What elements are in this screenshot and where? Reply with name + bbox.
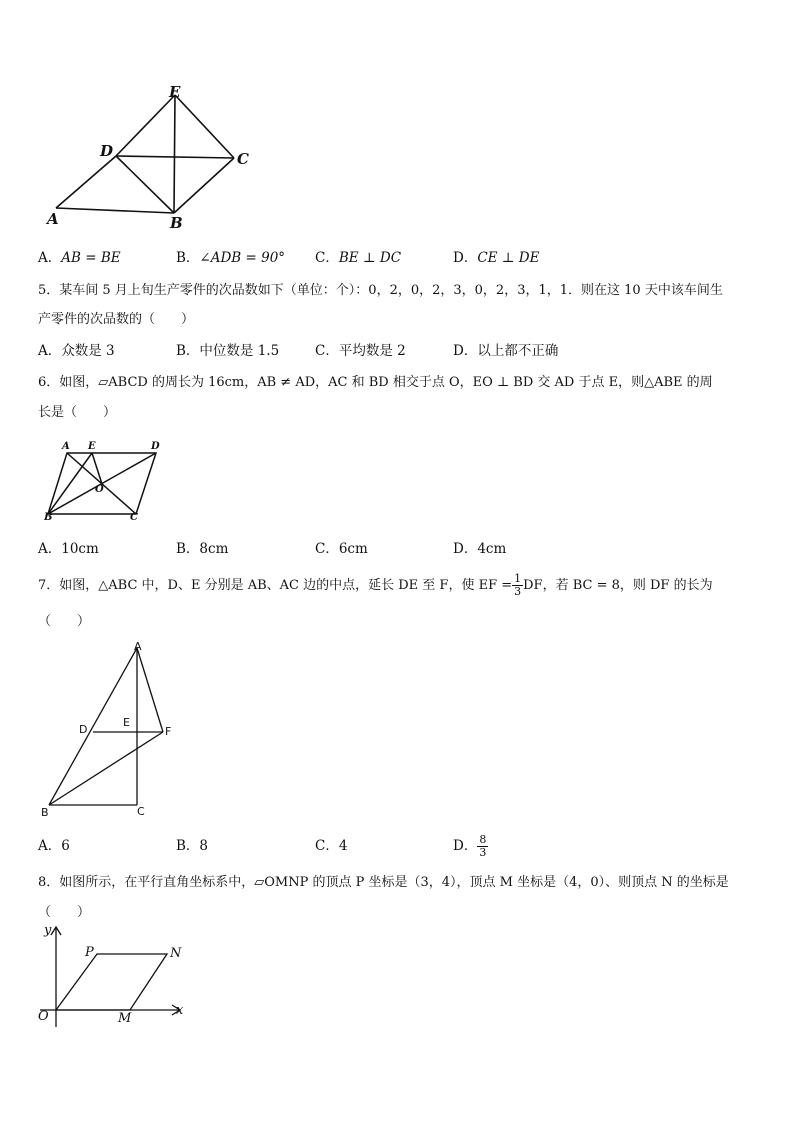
option-letter: B． (176, 541, 200, 557)
q7-option-a[interactable] (38, 837, 70, 855)
q8-stem-line2: （ ） (38, 905, 91, 920)
option-letter: C． (315, 250, 339, 266)
option-letter: B． (176, 250, 200, 266)
option-text: CE ⊥ DE (477, 250, 540, 266)
q4-option-d[interactable] (453, 249, 539, 267)
line-CB (174, 158, 234, 213)
option-text: 众数是 3 (61, 343, 115, 359)
label-D: D (100, 142, 114, 160)
line-EB (48, 453, 92, 514)
q5-option-c[interactable] (315, 342, 406, 360)
line-ED (116, 95, 175, 156)
label-B: B (41, 806, 49, 819)
fraction (512, 573, 523, 598)
label-D: D (79, 723, 88, 736)
line-DB (116, 156, 174, 213)
q7-option-d[interactable] (453, 830, 488, 862)
q7-stem-pre: 7．如图，△ABC 中，D、E 分别是 AB、AC 边的中点，延长 DE 至 F，使 EF = (38, 578, 513, 593)
parallelogram-OMNP (56, 954, 167, 1010)
option-text: 8cm (199, 541, 229, 557)
option-letter: D． (453, 250, 478, 266)
label-F: F (165, 725, 172, 738)
fraction-denominator: 3 (479, 846, 487, 859)
line-AF (137, 648, 163, 732)
line-EC (175, 95, 234, 158)
line-AB (56, 208, 174, 213)
q6-option-c[interactable] (315, 540, 368, 558)
q4-option-a[interactable] (38, 249, 121, 267)
label-O: O (38, 1009, 49, 1024)
fraction-denominator: 3 (514, 585, 522, 598)
label-E: E (169, 83, 181, 101)
option-letter: C． (315, 343, 339, 359)
fraction-numerator: 8 (479, 833, 487, 846)
line-FB (49, 732, 163, 805)
option-letter: C． (315, 541, 339, 557)
line-EB (174, 95, 175, 213)
label-E: E (123, 716, 130, 729)
q6-option-a[interactable] (38, 540, 99, 558)
option-letter: A． (38, 838, 62, 854)
option-text: 中位数是 1.5 (199, 343, 280, 359)
q5-stem-line1: 5．某车间 5 月上旬生产零件的次品数如下（单位：个）：0，2，0，2，3，0，2，3，1，1．则在这 10 天中该车间生 (38, 283, 723, 298)
option-text: 以上都不正确 (477, 343, 559, 359)
option-letter: B． (176, 838, 200, 854)
q4-figure (40, 80, 260, 240)
option-text: AB = BE (61, 250, 121, 266)
option-text: ∠ADB = 90° (199, 250, 286, 266)
q7-option-c[interactable] (315, 837, 347, 855)
fraction (477, 834, 488, 859)
q5-option-d[interactable] (453, 342, 558, 360)
q4-option-b[interactable] (176, 249, 285, 267)
q8-figure (35, 922, 195, 1032)
option-text: 4 (338, 838, 348, 854)
q7-stem-line2: （ ） (38, 614, 91, 629)
label-B: B (170, 214, 183, 232)
option-letter: D． (453, 838, 478, 854)
q6-stem-line2: 长是（ ） (38, 405, 117, 420)
label-O: O (95, 484, 104, 495)
label-E: E (88, 441, 96, 452)
option-text: BE ⊥ DC (338, 250, 402, 266)
option-text: 6cm (338, 541, 368, 557)
label-A: A (134, 640, 142, 653)
q5-option-a[interactable] (38, 342, 115, 360)
q6-option-b[interactable] (176, 540, 228, 558)
label-y: y (44, 923, 52, 938)
label-B: B (44, 512, 53, 523)
q7-stem-post: DF，若 BC = 8，则 DF 的长为 (523, 578, 713, 593)
label-D: D (151, 441, 160, 452)
option-letter: D． (453, 343, 478, 359)
q5-stem-line2: 产零件的次品数的（ ） (38, 312, 195, 327)
q6-figure (40, 440, 170, 530)
label-P: P (85, 945, 94, 960)
q6-stem-line1: 6．如图，▱ABCD 的周长为 16cm，AB ≠ AD，AC 和 BD 相交于点 O，EO ⊥ BD 交 AD 于点 E，则△ABE 的周 (38, 375, 713, 390)
option-text: 8 (199, 838, 209, 854)
label-C: C (237, 150, 249, 168)
q7-option-b[interactable] (176, 837, 208, 855)
option-text: 6 (61, 838, 70, 854)
label-A: A (47, 210, 59, 228)
option-letter: A． (38, 541, 62, 557)
option-letter: B． (176, 343, 200, 359)
option-letter: C． (315, 838, 339, 854)
option-text: 10cm (61, 541, 99, 557)
label-M: M (118, 1011, 132, 1026)
option-letter: A． (38, 343, 62, 359)
q8-stem-line1: 8．如图所示，在平行直角坐标系中，▱OMNP 的顶点 P 坐标是（3，4），顶点 M 坐标是（4，0）、则顶点 N 的坐标是 (38, 875, 729, 890)
label-C: C (137, 805, 145, 818)
label-N: N (170, 946, 182, 961)
line-DA (56, 156, 116, 208)
option-text: 平均数是 2 (338, 343, 406, 359)
option-text: 4cm (477, 541, 507, 557)
q7-stem-line1 (38, 570, 713, 602)
option-letter: D． (453, 541, 478, 557)
label-C: C (130, 512, 138, 523)
q5-option-b[interactable] (176, 342, 279, 360)
label-A: A (62, 441, 70, 452)
label-x: x (176, 1003, 184, 1018)
q6-option-d[interactable] (453, 540, 506, 558)
fraction-numerator: 1 (514, 572, 522, 585)
q4-option-c[interactable] (315, 249, 401, 267)
option-letter: A． (38, 250, 62, 266)
